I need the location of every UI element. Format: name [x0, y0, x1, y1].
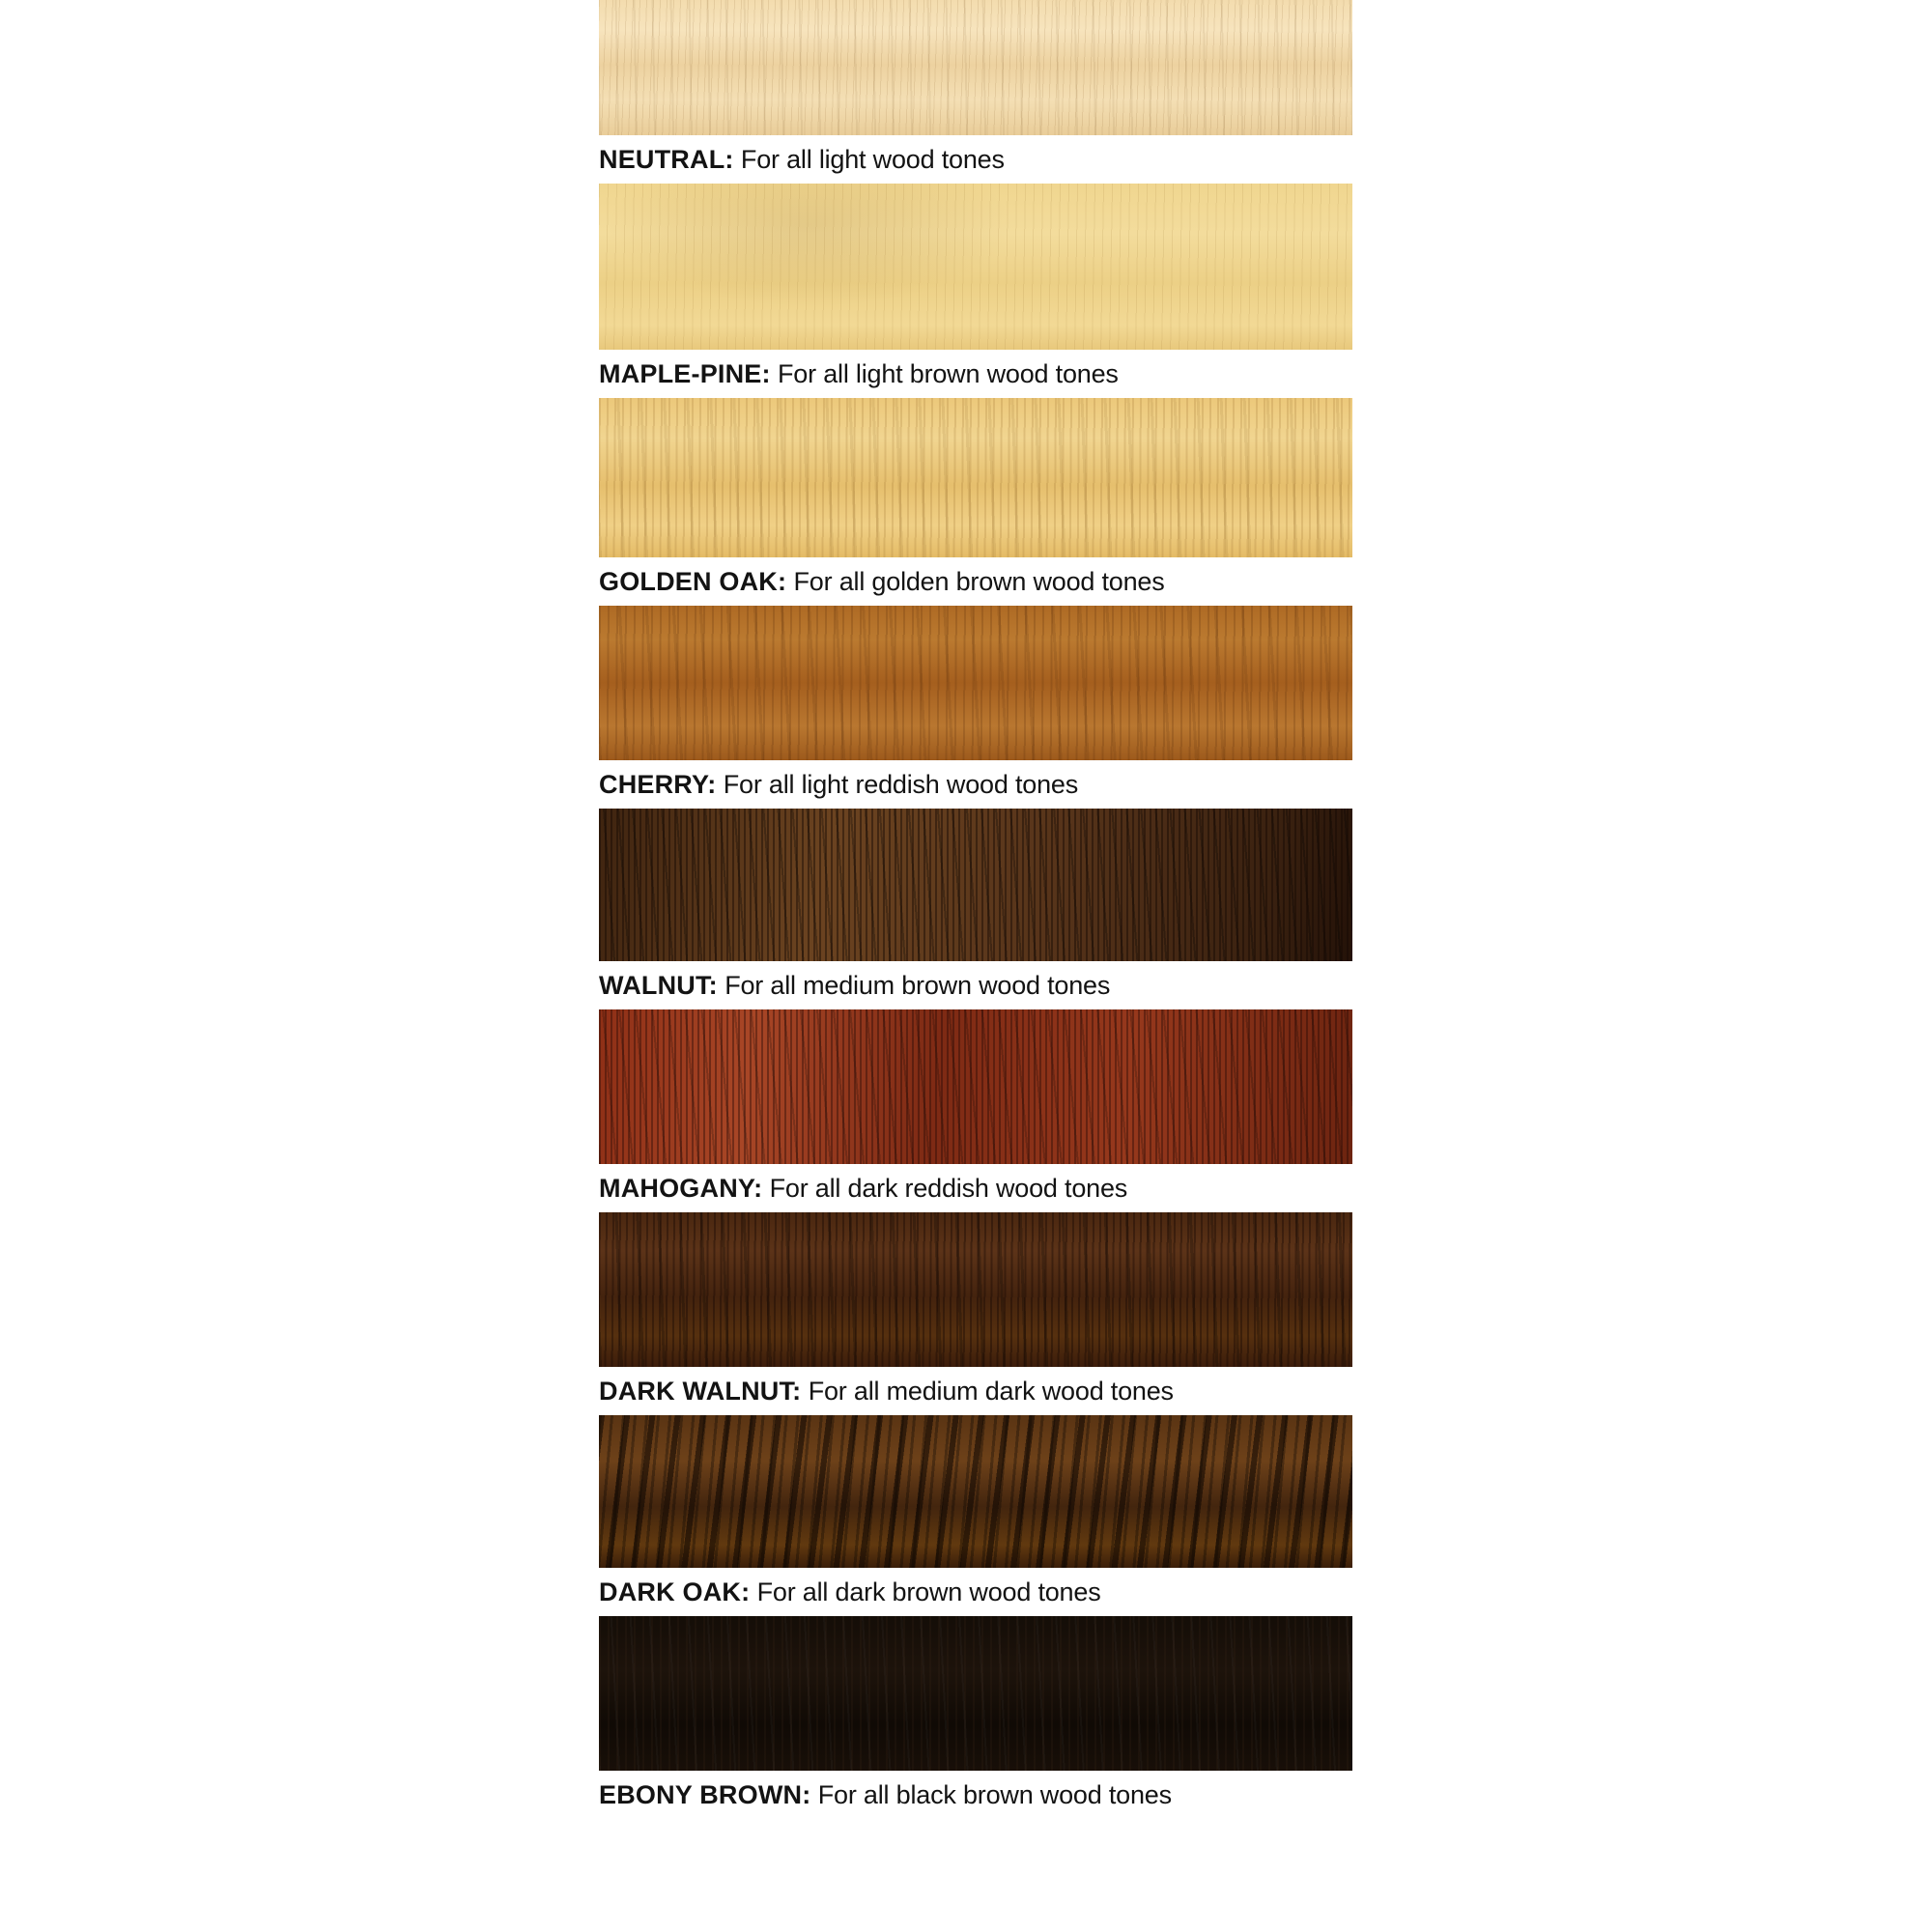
swatch-description: For all black brown wood tones	[817, 1780, 1172, 1809]
swatch-caption	[599, 1568, 1352, 1616]
swatch-caption	[599, 1771, 1352, 1819]
swatch-caption	[599, 760, 1352, 809]
wood-swatch	[599, 398, 1352, 557]
swatch-row	[599, 184, 1352, 398]
wood-swatch	[599, 1212, 1352, 1367]
swatch-name: MAHOGANY:	[599, 1174, 763, 1203]
swatch-description: For all golden brown wood tones	[793, 567, 1165, 596]
swatch-name: CHERRY:	[599, 770, 717, 799]
wood-swatch	[599, 809, 1352, 961]
swatch-caption	[599, 1164, 1352, 1212]
swatch-row	[599, 1616, 1352, 1819]
wood-grain-texture	[599, 809, 1352, 961]
wood-grain-texture	[599, 1415, 1352, 1568]
swatch-description: For all medium brown wood tones	[724, 971, 1111, 1000]
wood-grain-texture	[599, 1616, 1352, 1771]
wood-grain-texture	[599, 1009, 1352, 1164]
swatch-caption	[599, 135, 1352, 184]
wood-swatch	[599, 1415, 1352, 1568]
swatch-row	[599, 809, 1352, 1009]
swatch-caption	[599, 557, 1352, 606]
swatch-name: GOLDEN OAK:	[599, 567, 787, 596]
swatch-name: DARK OAK:	[599, 1577, 751, 1606]
swatch-caption	[599, 350, 1352, 398]
swatch-description: For all light wood tones	[740, 145, 1005, 174]
swatch-row	[599, 1415, 1352, 1616]
swatch-description: For all light reddish wood tones	[723, 770, 1079, 799]
wood-grain-texture	[599, 398, 1352, 557]
swatch-description: For all dark reddish wood tones	[769, 1174, 1128, 1203]
swatch-description: For all light brown wood tones	[778, 359, 1119, 388]
wood-grain-texture	[599, 1212, 1352, 1367]
swatch-row	[599, 606, 1352, 809]
swatch-row	[599, 1009, 1352, 1212]
wood-swatch	[599, 1616, 1352, 1771]
swatch-name: DARK WALNUT:	[599, 1377, 802, 1406]
swatch-name: EBONY BROWN:	[599, 1780, 811, 1809]
swatch-name: MAPLE-PINE:	[599, 359, 771, 388]
swatch-row	[599, 398, 1352, 606]
swatch-list	[599, 0, 1352, 1932]
swatch-caption	[599, 1367, 1352, 1415]
swatch-name: WALNUT:	[599, 971, 718, 1000]
swatch-row	[599, 0, 1352, 184]
wood-grain-texture	[599, 184, 1352, 350]
wood-swatch	[599, 184, 1352, 350]
swatch-caption	[599, 961, 1352, 1009]
wood-grain-texture	[599, 606, 1352, 760]
swatch-description: For all dark brown wood tones	[756, 1577, 1101, 1606]
wood-swatch	[599, 0, 1352, 135]
swatch-row	[599, 1212, 1352, 1415]
wood-swatch	[599, 606, 1352, 760]
swatch-name: NEUTRAL:	[599, 145, 734, 174]
wood-grain-texture	[599, 0, 1352, 135]
swatch-description: For all medium dark wood tones	[808, 1377, 1174, 1406]
wood-swatch	[599, 1009, 1352, 1164]
